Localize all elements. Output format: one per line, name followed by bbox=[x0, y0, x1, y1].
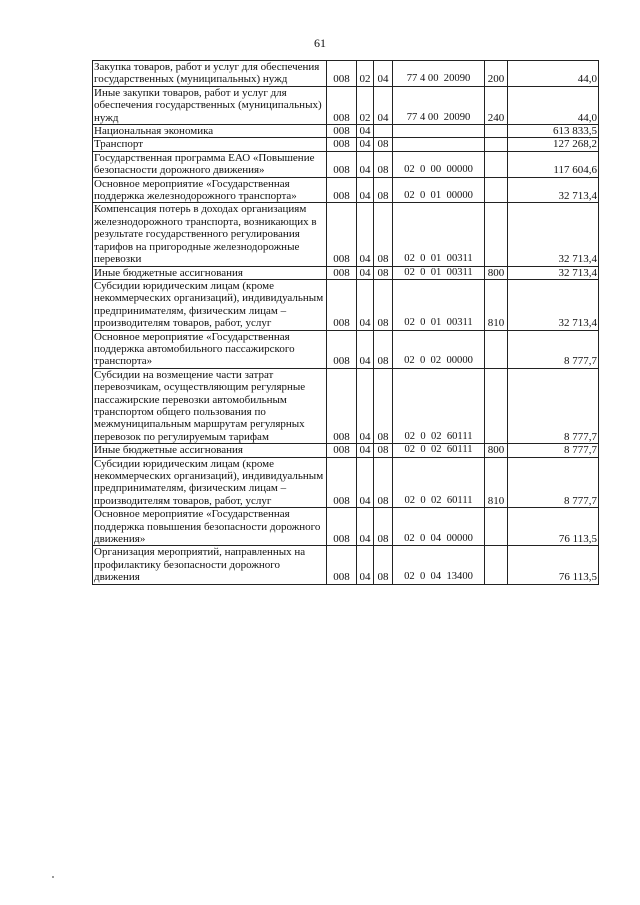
sum-value: 613 833,5 bbox=[508, 125, 599, 138]
scan-speck bbox=[52, 876, 54, 878]
sum-value: 76 113,5 bbox=[508, 508, 599, 546]
expense-type-code bbox=[485, 125, 508, 138]
target-article-code bbox=[393, 138, 485, 151]
row-name: Транспорт bbox=[93, 138, 327, 151]
section-code: 04 bbox=[357, 508, 374, 546]
section-code: 04 bbox=[357, 138, 374, 151]
row-name: Основное мероприятие «Государственная поддержка железнодорожного транспорта» bbox=[93, 177, 327, 203]
budget-table bbox=[92, 60, 599, 585]
subsection-code: 08 bbox=[374, 368, 393, 443]
subsection-code: 08 bbox=[374, 457, 393, 508]
expense-type-code bbox=[485, 203, 508, 266]
subsection-code: 08 bbox=[374, 203, 393, 266]
target-article-code: 02 0 02 60111 bbox=[393, 368, 485, 443]
subsection-code: 04 bbox=[374, 86, 393, 124]
subsection-code: 08 bbox=[374, 508, 393, 546]
subsection-code: 08 bbox=[374, 330, 393, 368]
row-name: Государственная программа ЕАО «Повышение безопасности дорожного движения» bbox=[93, 151, 327, 177]
table-row bbox=[93, 61, 599, 87]
table-row bbox=[93, 330, 599, 368]
ministry-code: 008 bbox=[327, 330, 357, 368]
sum-value: 32 713,4 bbox=[508, 177, 599, 203]
sum-value: 32 713,4 bbox=[508, 203, 599, 266]
target-article-code: 77 4 00 20090 bbox=[393, 61, 485, 87]
section-code: 04 bbox=[357, 203, 374, 266]
target-article-code: 02 0 02 00000 bbox=[393, 330, 485, 368]
expense-type-code: 200 bbox=[485, 61, 508, 87]
expense-type-code bbox=[485, 177, 508, 203]
subsection-code: 08 bbox=[374, 138, 393, 151]
subsection-code: 08 bbox=[374, 151, 393, 177]
ministry-code: 008 bbox=[327, 546, 357, 584]
table-row bbox=[93, 444, 599, 457]
subsection-code: 08 bbox=[374, 266, 393, 279]
target-article-code: 77 4 00 20090 bbox=[393, 86, 485, 124]
expense-type-code: 800 bbox=[485, 266, 508, 279]
sum-value: 8 777,7 bbox=[508, 444, 599, 457]
expense-type-code bbox=[485, 330, 508, 368]
row-name: Иные бюджетные ассигнования bbox=[93, 444, 327, 457]
sum-value: 44,0 bbox=[508, 61, 599, 87]
sum-value: 8 777,7 bbox=[508, 330, 599, 368]
sum-value: 127 268,2 bbox=[508, 138, 599, 151]
ministry-code: 008 bbox=[327, 508, 357, 546]
table-row bbox=[93, 457, 599, 508]
row-name: Закупка товаров, работ и услуг для обеспечения государственных (муниципальных) нужд bbox=[93, 61, 327, 87]
section-code: 04 bbox=[357, 368, 374, 443]
sum-value: 44,0 bbox=[508, 86, 599, 124]
ministry-code: 008 bbox=[327, 125, 357, 138]
sum-value: 8 777,7 bbox=[508, 368, 599, 443]
table-row bbox=[93, 368, 599, 443]
ministry-code: 008 bbox=[327, 61, 357, 87]
row-name: Организация мероприятий, направленных на профилактику безопасности дорожного движения bbox=[93, 546, 327, 584]
section-code: 02 bbox=[357, 61, 374, 87]
section-code: 04 bbox=[357, 546, 374, 584]
row-name: Иные бюджетные ассигнования bbox=[93, 266, 327, 279]
sum-value: 76 113,5 bbox=[508, 546, 599, 584]
section-code: 04 bbox=[357, 279, 374, 330]
row-name: Основное мероприятие «Государственная поддержка повышения безопасности дорожного движения» bbox=[93, 508, 327, 546]
expense-type-code bbox=[485, 546, 508, 584]
ministry-code: 008 bbox=[327, 279, 357, 330]
subsection-code: 04 bbox=[374, 61, 393, 87]
section-code: 04 bbox=[357, 177, 374, 203]
row-name: Субсидии юридическим лицам (кроме некоммерческих организаций), индивидуальным предпринимателям, физическим лицам – производителям товаров, работ, услуг bbox=[93, 457, 327, 508]
row-name: Национальная экономика bbox=[93, 125, 327, 138]
target-article-code: 02 0 02 60111 bbox=[393, 457, 485, 508]
page-number: 61 bbox=[314, 36, 326, 50]
table-row bbox=[93, 125, 599, 138]
section-code: 02 bbox=[357, 86, 374, 124]
section-code: 04 bbox=[357, 151, 374, 177]
ministry-code: 008 bbox=[327, 444, 357, 457]
ministry-code: 008 bbox=[327, 138, 357, 151]
sum-value: 8 777,7 bbox=[508, 457, 599, 508]
target-article-code: 02 0 01 00311 bbox=[393, 279, 485, 330]
expense-type-code bbox=[485, 508, 508, 546]
target-article-code: 02 0 01 00311 bbox=[393, 266, 485, 279]
row-name: Иные закупки товаров, работ и услуг для обеспечения государственных (муниципальных) нужд bbox=[93, 86, 327, 124]
row-name: Основное мероприятие «Государственная поддержка автомобильного пассажирского транспорта» bbox=[93, 330, 327, 368]
table-row bbox=[93, 138, 599, 151]
target-article-code: 02 0 01 00311 bbox=[393, 203, 485, 266]
expense-type-code bbox=[485, 138, 508, 151]
subsection-code: 08 bbox=[374, 444, 393, 457]
table-row bbox=[93, 151, 599, 177]
row-name: Компенсация потерь в доходах организациям железнодорожного транспорта, возникающих в результате государственного регулирования тарифов на пригородные железнодорожные перевозки bbox=[93, 203, 327, 266]
table-row bbox=[93, 203, 599, 266]
expense-type-code bbox=[485, 151, 508, 177]
ministry-code: 008 bbox=[327, 457, 357, 508]
expense-type-code: 810 bbox=[485, 279, 508, 330]
table-row bbox=[93, 86, 599, 124]
section-code: 04 bbox=[357, 444, 374, 457]
table-row bbox=[93, 266, 599, 279]
table-row bbox=[93, 177, 599, 203]
ministry-code: 008 bbox=[327, 203, 357, 266]
ministry-code: 008 bbox=[327, 177, 357, 203]
section-code: 04 bbox=[357, 330, 374, 368]
sum-value: 117 604,6 bbox=[508, 151, 599, 177]
subsection-code: 08 bbox=[374, 177, 393, 203]
row-name: Субсидии юридическим лицам (кроме некоммерческих организаций), индивидуальным предпринимателям, физическим лицам – производителям товаров, работ, услуг bbox=[93, 279, 327, 330]
expense-type-code: 810 bbox=[485, 457, 508, 508]
section-code: 04 bbox=[357, 457, 374, 508]
row-name: Субсидии на возмещение части затрат перевозчикам, осуществляющим регулярные пассажирские перевозки автомобильным транспортом общего пользования по межмуниципальным маршрутам регулярных перевозок по регулируемым тарифам bbox=[93, 368, 327, 443]
section-code: 04 bbox=[357, 125, 374, 138]
sum-value: 32 713,4 bbox=[508, 266, 599, 279]
table-row bbox=[93, 508, 599, 546]
target-article-code: 02 0 02 60111 bbox=[393, 444, 485, 457]
target-article-code: 02 0 04 00000 bbox=[393, 508, 485, 546]
subsection-code: 08 bbox=[374, 546, 393, 584]
ministry-code: 008 bbox=[327, 266, 357, 279]
ministry-code: 008 bbox=[327, 86, 357, 124]
table-row bbox=[93, 279, 599, 330]
expense-type-code: 240 bbox=[485, 86, 508, 124]
sum-value: 32 713,4 bbox=[508, 279, 599, 330]
section-code: 04 bbox=[357, 266, 374, 279]
ministry-code: 008 bbox=[327, 368, 357, 443]
subsection-code: 08 bbox=[374, 279, 393, 330]
expense-type-code: 800 bbox=[485, 444, 508, 457]
target-article-code: 02 0 00 00000 bbox=[393, 151, 485, 177]
target-article-code: 02 0 01 00000 bbox=[393, 177, 485, 203]
expense-type-code bbox=[485, 368, 508, 443]
target-article-code bbox=[393, 125, 485, 138]
target-article-code: 02 0 04 13400 bbox=[393, 546, 485, 584]
table-row bbox=[93, 546, 599, 584]
ministry-code: 008 bbox=[327, 151, 357, 177]
subsection-code bbox=[374, 125, 393, 138]
